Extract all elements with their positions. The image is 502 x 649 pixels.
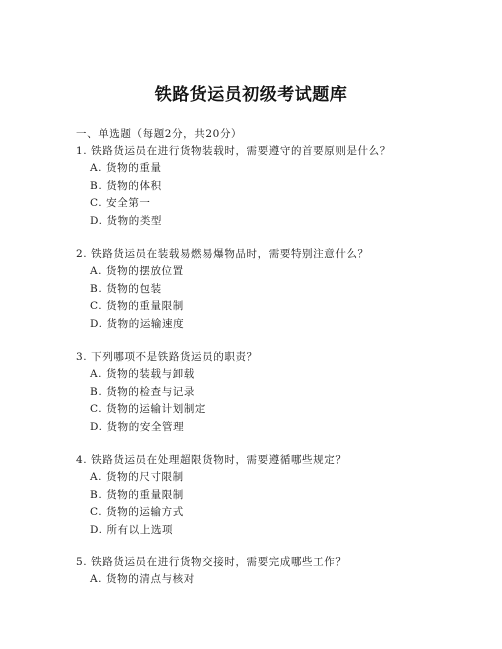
option-c: C. 货物的运输计划制定 bbox=[90, 403, 207, 415]
option-a: A. 货物的摆放位置 bbox=[90, 265, 184, 277]
document-title: 铁路货运员初级考试题库 bbox=[154, 85, 348, 105]
option-b: B. 货物的包装 bbox=[90, 282, 162, 295]
option-a: A. 货物的重量 bbox=[90, 162, 162, 174]
question-stem: 3. 下列哪项不是铁路货运员的职责？ bbox=[76, 351, 258, 363]
option-d: D. 货物的安全管理 bbox=[90, 420, 185, 433]
option-b: B. 货物的重量限制 bbox=[90, 488, 184, 501]
option-d: D. 货物的运输速度 bbox=[90, 317, 185, 330]
question-5 bbox=[76, 553, 496, 589]
option-b: B. 货物的体积 bbox=[90, 179, 162, 192]
option-d: D. 所有以上选项 bbox=[90, 523, 174, 536]
question-1 bbox=[76, 142, 496, 230]
question-stem: 1. 铁路货运员在进行货物装载时，需要遵守的首要原则是什么？ bbox=[76, 145, 391, 157]
option-d: D. 货物的类型 bbox=[90, 214, 163, 227]
question-4 bbox=[76, 451, 496, 539]
section-heading: 一、单选题（每题2分，共20分） bbox=[76, 128, 243, 140]
option-a: A. 货物的尺寸限制 bbox=[90, 471, 184, 483]
option-c: C. 货物的运输方式 bbox=[90, 506, 184, 518]
option-c: C. 货物的重量限制 bbox=[90, 300, 184, 312]
option-c: C. 安全第一 bbox=[90, 197, 151, 209]
option-a: A. 货物的装载与卸载 bbox=[90, 368, 195, 380]
question-2 bbox=[76, 245, 496, 333]
question-3 bbox=[76, 348, 496, 436]
option-b: B. 货物的检查与记录 bbox=[90, 385, 195, 398]
question-stem: 5. 铁路货运员在进行货物交接时，需要完成哪些工作？ bbox=[76, 556, 347, 568]
option-a: A. 货物的清点与核对 bbox=[90, 573, 195, 585]
question-stem: 4. 铁路货运员在处理超限货物时，需要遵循哪些规定？ bbox=[76, 454, 347, 466]
question-stem: 2. 铁路货运员在装载易燃易爆物品时，需要特别注意什么？ bbox=[76, 248, 369, 260]
